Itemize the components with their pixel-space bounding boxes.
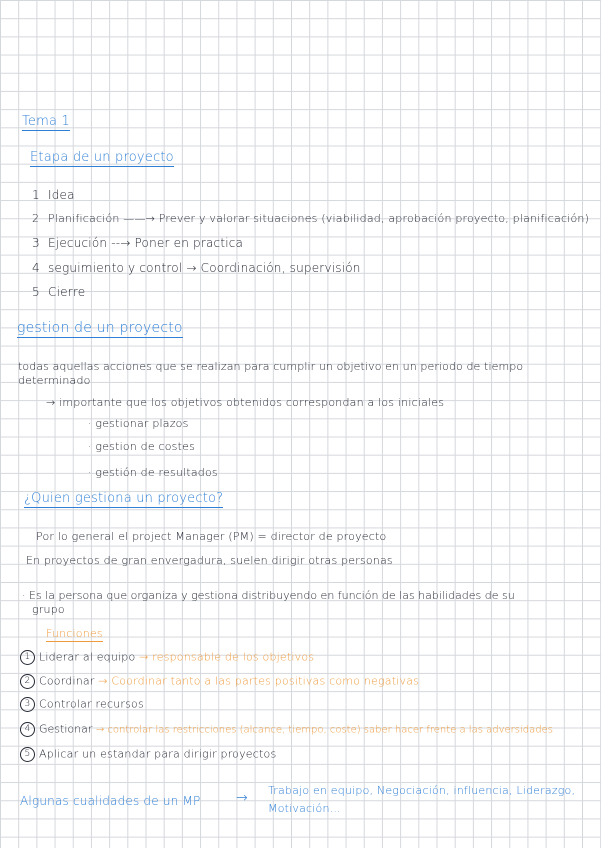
etapa-number: 5 [32, 285, 40, 299]
gestion-bullet: · gestion de costes [88, 440, 196, 453]
funcion-label: Aplicar un estandar para dirigir proyectos [39, 747, 277, 761]
funcion-desc: → responsable de los objetivos [139, 650, 315, 664]
etapa-number: 4 [32, 261, 40, 275]
etapa-text: Ejecución --→ Poner en practica [48, 236, 244, 250]
tema-title: Tema 1 [22, 114, 70, 129]
number-circle-icon: 3 [20, 697, 35, 712]
quien-heading: ¿Quien gestiona un proyecto? [24, 491, 224, 506]
gestion-important: → importante que los objetivos obtenidos correspondan a los iniciales [46, 396, 445, 409]
etapa-item [32, 285, 85, 299]
etapas-heading: Etapa de un proyecto [30, 150, 174, 165]
funcion-label: Coordinar [39, 674, 95, 688]
cualidades-line1: Trabajo en equipo, Negociación, influencia, Liderazgo, [268, 784, 576, 797]
etapa-number: 3 [32, 236, 40, 250]
etapa-number: 1 [32, 188, 40, 202]
number-circle-icon: 2 [20, 674, 35, 689]
etapa-number: 2 [32, 212, 40, 225]
quien-line1: Por lo general el project Manager (PM) = director de proyecto [36, 530, 387, 543]
funcion-label: Gestionar [39, 722, 93, 736]
etapa-item [32, 188, 75, 202]
etapa-text: Planificación ——→ Prever y valorar situaciones (viabilidad, aprobación proyecto, planificación) [48, 212, 590, 225]
etapa-text: Cierre [48, 285, 86, 299]
gestion-definition-line2: determinado [18, 374, 91, 387]
funcion-item [20, 650, 314, 665]
funcion-item [20, 697, 144, 712]
number-circle-icon: 4 [20, 722, 35, 737]
cualidades-label: Algunas cualidades de un MP [20, 794, 201, 808]
funcion-desc: → controlar las restricciones (alcance, tiempo, coste) saber hacer frente a las adversidades [95, 724, 553, 736]
quien-bullet-line2: grupo [32, 603, 65, 616]
gestion-heading: gestion de un proyecto [17, 320, 183, 336]
etapa-item [32, 236, 243, 250]
funcion-label: Controlar recursos [39, 697, 144, 711]
funcion-item [20, 674, 419, 689]
cualidades-arrow-icon: → [236, 790, 248, 806]
funcion-item [20, 722, 553, 737]
funcion-item [20, 747, 276, 762]
funcion-desc: → Coordinar tanto a las partes positivas como negativas [98, 674, 420, 688]
etapa-text: seguimiento y control → Coordinación, supervisión [48, 261, 361, 275]
gestion-bullet: · gestionar plazos [88, 417, 189, 430]
number-circle-icon: 5 [20, 747, 35, 762]
etapa-text: Idea [48, 188, 75, 202]
quien-bullet-line1: · Es la persona que organiza y gestiona distribuyendo en función de las habilidades de su [22, 589, 515, 602]
number-circle-icon: 1 [20, 650, 35, 665]
gestion-definition-line1: todas aquellas acciones que se realizan para cumplir un objetivo en un periodo de tiempo [18, 360, 524, 373]
funcion-label: Liderar al equipo [39, 650, 136, 664]
quien-line2: En proyectos de gran envergadura, suelen dirigir otras personas [26, 554, 393, 567]
etapa-item [32, 261, 361, 275]
funciones-heading: Funciones [46, 627, 103, 640]
cualidades-line2: Motivación... [268, 802, 341, 815]
gestion-bullet: · gestión de resultados [88, 466, 218, 479]
etapa-item [32, 212, 589, 225]
